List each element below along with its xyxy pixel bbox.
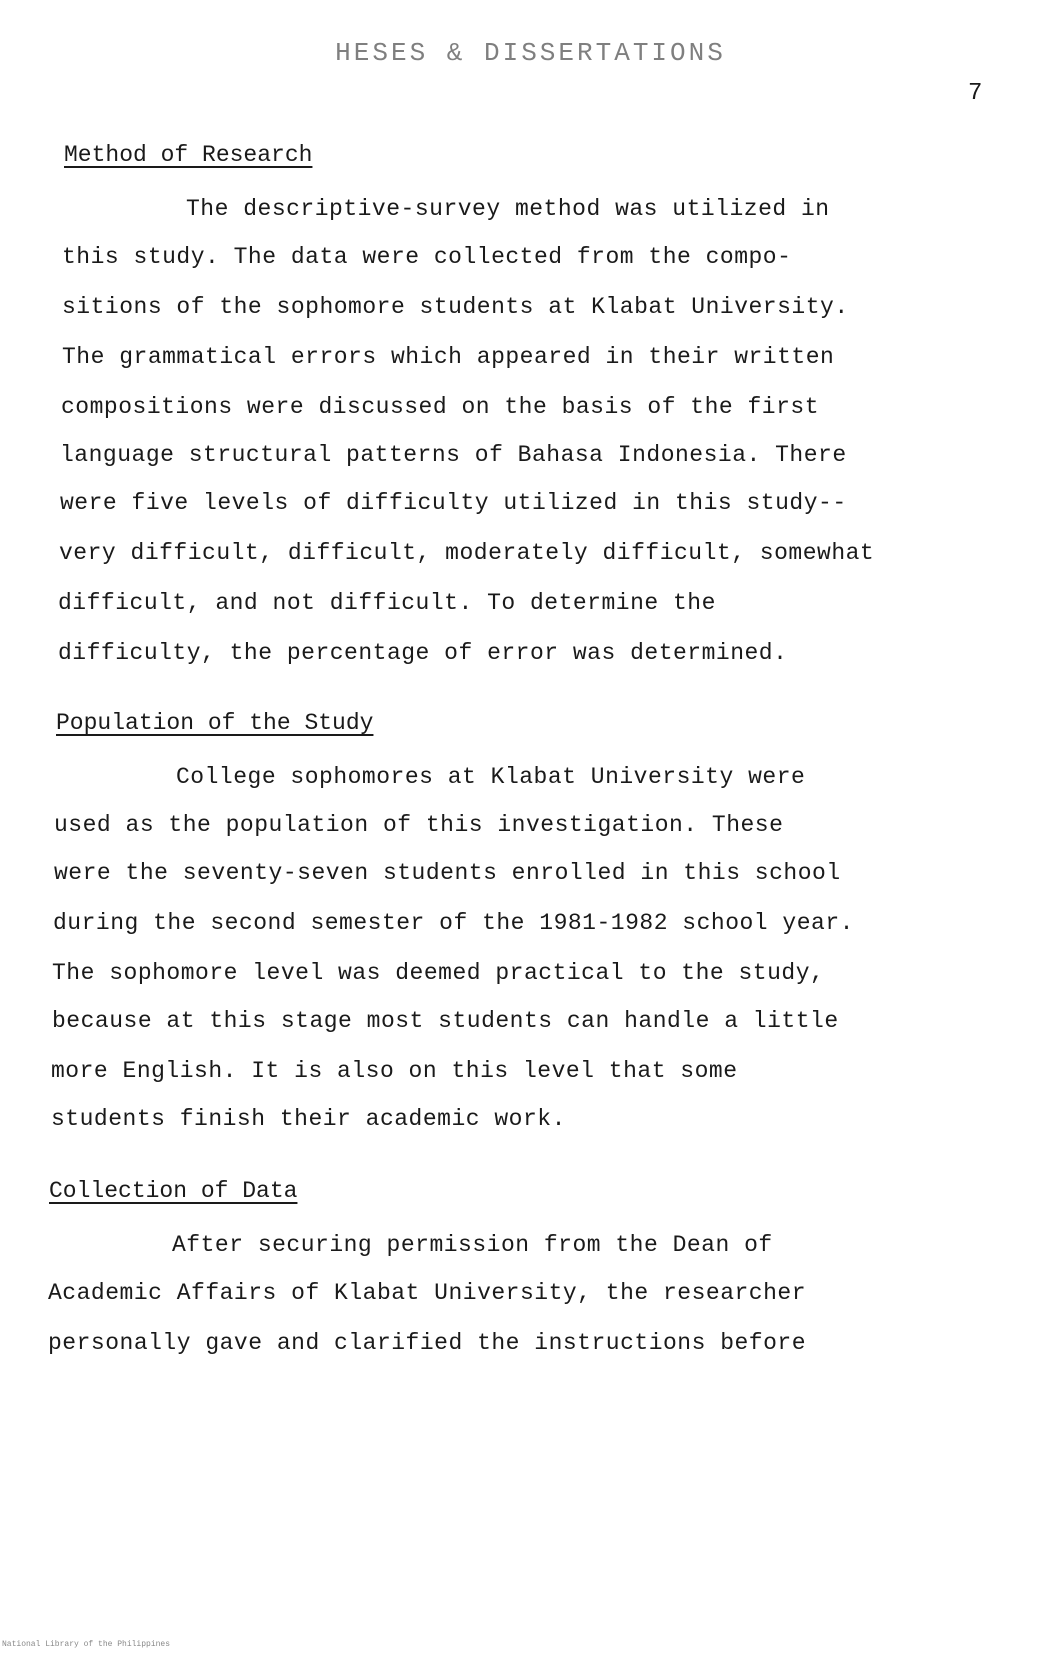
paragraph-line: difficult, and not difficult. To determine the [58,590,716,616]
section-heading-collection-of-data: Collection of Data [49,1178,298,1204]
page-number: 7 [968,80,983,107]
paragraph-line: The descriptive-survey method was utilized in [186,196,830,222]
paragraph-line: personally gave and clarified the instructions before [48,1330,807,1356]
paragraph-line: this study. The data were collected from the compo- [62,244,792,270]
paragraph-line: College sophomores at Klabat University were [176,764,806,790]
paragraph-line: were the seventy-seven students enrolled in this school [54,860,841,886]
paragraph-line: used as the population of this investigation. These [54,812,784,838]
paragraph-line: during the second semester of the 1981-1982 school year. [53,910,854,936]
paragraph-line: sitions of the sophomore students at Klabat University. [62,294,849,320]
paragraph-line: students finish their academic work. [51,1106,566,1132]
paragraph-line: The grammatical errors which appeared in their written [62,344,835,370]
paragraph-line: because at this stage most students can handle a little [52,1008,839,1034]
paragraph-line: more English. It is also on this level that some [51,1058,738,1084]
paragraph-line: language structural patterns of Bahasa Indonesia. There [60,442,847,468]
paragraph-line: Academic Affairs of Klabat University, the researcher [48,1280,807,1306]
paragraph-line: The sophomore level was deemed practical to the study, [52,960,825,986]
paragraph-line: After securing permission from the Dean of [172,1232,773,1258]
paragraph-line: were five levels of difficulty utilized in this study-- [60,490,847,516]
paragraph-line: difficulty, the percentage of error was determined. [58,640,788,666]
paragraph-line: compositions were discussed on the basis of the first [61,394,820,420]
archive-stamp: HESES & DISSERTATIONS [335,38,726,68]
section-heading-population-of-the-study: Population of the Study [56,710,374,736]
scan-footer: National Library of the Philippines [2,1640,171,1649]
section-heading-method-of-research: Method of Research [64,142,313,168]
paragraph-line: very difficult, difficult, moderately difficult, somewhat [59,540,875,566]
